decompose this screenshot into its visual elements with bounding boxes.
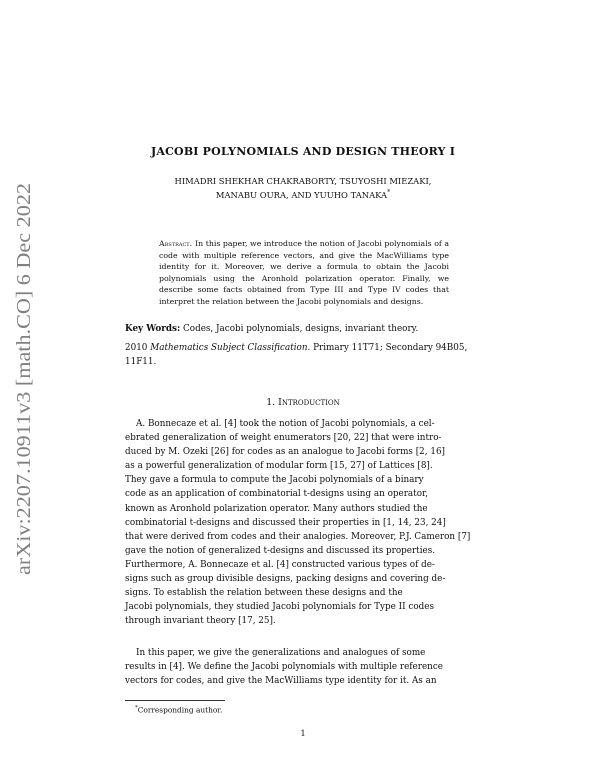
paragraph-line: combinatorial t-designs and discussed their properties in [1, 14, 23, 24] (125, 517, 446, 528)
authors-line-2 (125, 187, 481, 201)
page-number: 1 (300, 728, 306, 738)
paragraph-line: A. Bonnecaze et al. [4] took the notion of Jacobi polynomials, a cel- (136, 419, 435, 429)
msc-prefix: 2010 (125, 343, 148, 353)
abstract-label: Abstract. (159, 239, 193, 248)
footnote-mark: * (135, 705, 138, 711)
paragraph-line: vectors for codes, and give the MacWilliams type identity for it. As an (125, 676, 437, 687)
paragraph-line: Furthermore, A. Bonnecaze et al. [4] constructed various types of de- (125, 559, 435, 570)
keywords-text: Codes, Jacobi polynomials, designs, invariant theory. (183, 324, 419, 334)
msc-text-2: 11F11. (125, 357, 157, 367)
keywords-label: Key Words: (125, 324, 181, 334)
arxiv-id-text: arXiv:2207.10911v3 [math.CO] 6 Dec 2022 (14, 230, 35, 575)
paragraph-line: Jacobi polynomials, they studied Jacobi polynomials for Type II codes (125, 602, 434, 613)
paragraph-line: as a powerful generalization of modular form [15, 27] of Lattices [8]. (125, 461, 433, 472)
msc-classification (125, 341, 481, 369)
msc-text: Primary 11T71; Secondary 94B05, (313, 343, 468, 353)
paragraph-line: signs. To establish the relation between these designs and the (125, 588, 403, 599)
paper-title: JACOBI POLYNOMIALS AND DESIGN THEORY I (150, 145, 456, 158)
author-list (125, 175, 481, 201)
abstract (159, 238, 449, 307)
footnote (135, 705, 222, 714)
paragraph-line: code as an application of combinatorial t-designs using an operator, (125, 489, 429, 500)
arxiv-stamp-svg (8, 180, 38, 580)
authors-line-1: HIMADRI SHEKHAR CHAKRABORTY, TSUYOSHI MIEZAKI, (174, 176, 432, 186)
paragraph-line: signs such as group divisible designs, packing designs and covering de- (125, 574, 446, 585)
paragraph-line: ebrated generalization of weight enumerators [20, 22] that were intro- (125, 433, 442, 444)
arxiv-sidebar-stamp (8, 180, 38, 580)
paragraph-line: that were derived from codes and their analogies. Moreover, P.J. Cameron [7] (125, 531, 471, 542)
authors-line-2-text: MANABU OURA, AND YUUHO TANAKA (215, 189, 388, 200)
corresponding-author-mark: * (387, 189, 391, 196)
paragraph-line: through invariant theory [17, 25]. (125, 616, 276, 627)
paragraph-line: They gave a formula to compute the Jacobi polynomials of a binary (125, 475, 424, 486)
msc-italic: Mathematics Subject Classification. (150, 343, 311, 353)
introduction-paragraph-2 (125, 646, 481, 688)
paragraph-line: gave the notion of generalized t-designs and discussed its properties. (125, 545, 436, 556)
footnote-rule (125, 700, 225, 701)
paragraph-line: In this paper, we give the generalizations and analogues of some (136, 648, 426, 658)
keywords (125, 323, 481, 336)
abstract-text: In this paper, we introduce the notion of Jacobi polynomials of a code with multiple reference vectors, and give the MacWilliams type identity for it. Moreover, we derive a formula to obtain the Jacobi polynomials using the Aronhold polarization operator. Finally, we describe some facts obtained from Type III and Type IV codes that interpret the relation between the Jacobi polynomials and designs. (159, 239, 449, 306)
paragraph-line: results in [4]. We define the Jacobi polynomials with multiple reference (125, 662, 443, 673)
paragraph-line: known as Aronhold polarization operator. Many authors studied the (125, 503, 428, 514)
introduction-paragraph-1 (125, 417, 481, 628)
section-heading-introduction: 1. Introduction (266, 397, 340, 408)
paragraph-line: duced by M. Ozeki [26] for codes as an analogue to Jacobi forms [2, 16] (125, 447, 445, 458)
footnote-text: Corresponding author. (137, 705, 223, 715)
